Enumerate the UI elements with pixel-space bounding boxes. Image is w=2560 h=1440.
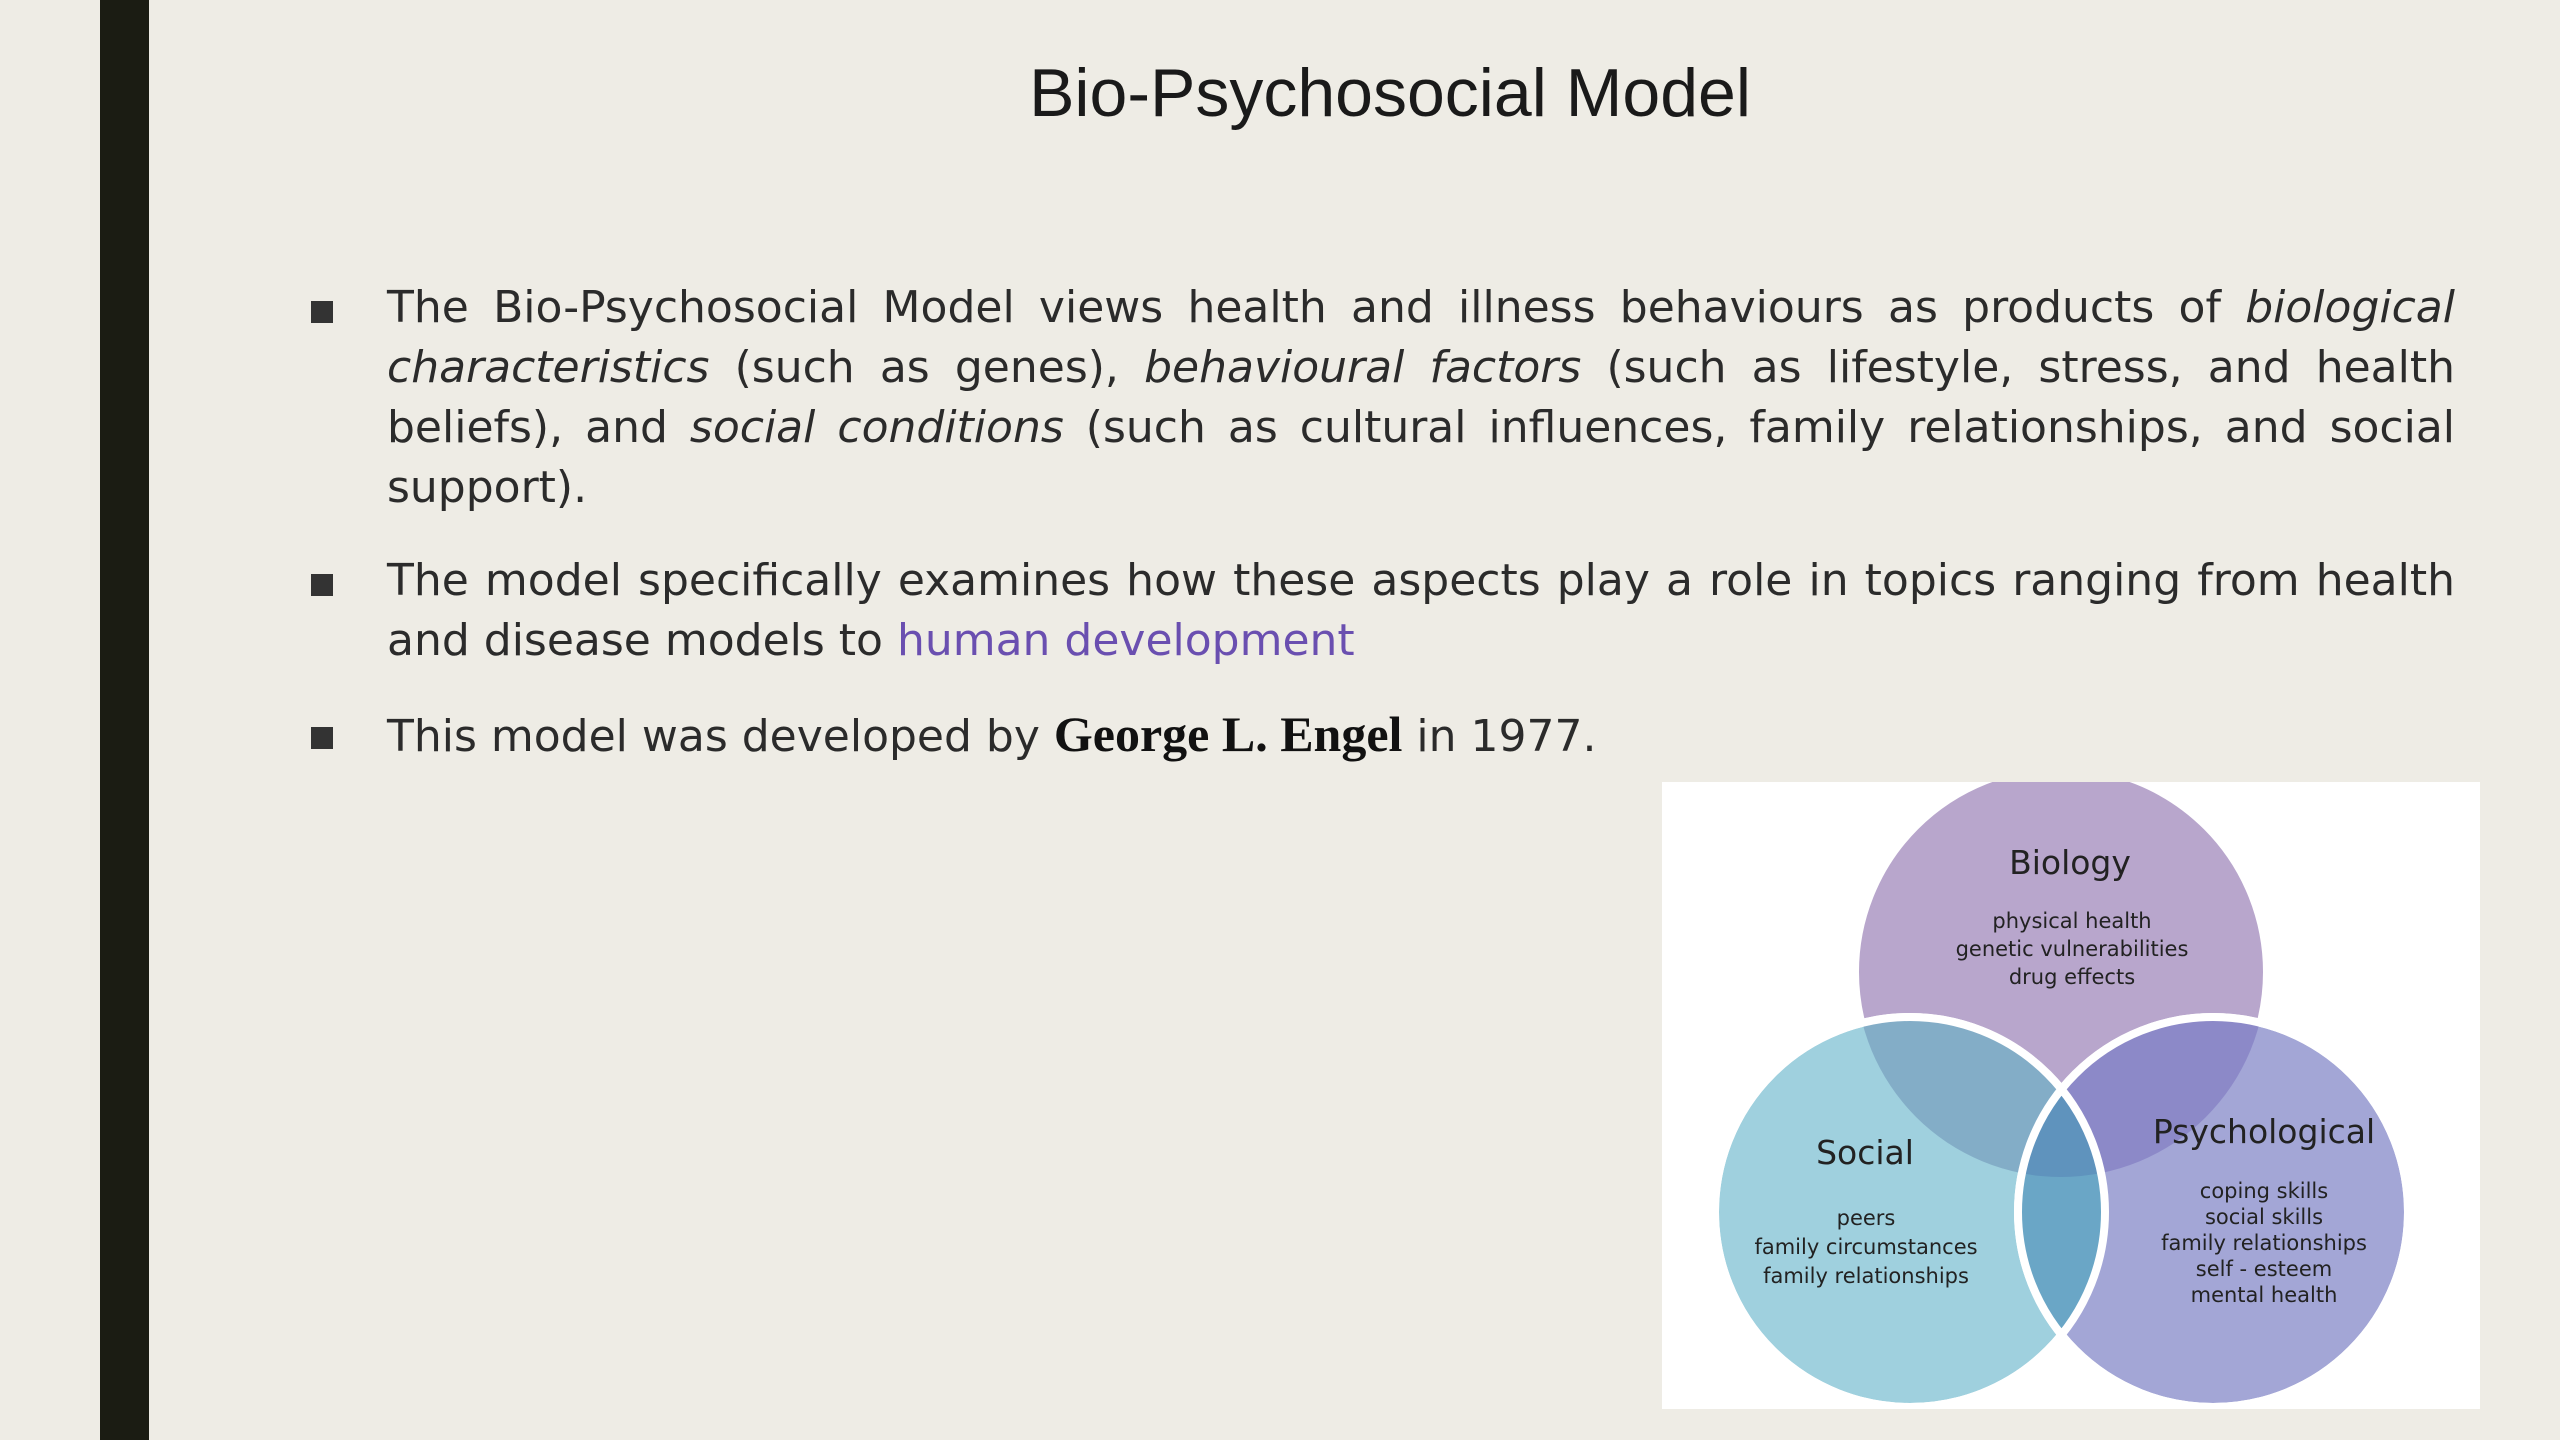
bullet-square-icon xyxy=(311,574,333,596)
bullet-text: in 1977. xyxy=(1402,711,1597,762)
biology-item: drug effects xyxy=(2008,965,2136,989)
bullet-text: (such as lifestyle, stress, and health beliefs), and xyxy=(387,342,2456,453)
biology-item: physical health xyxy=(1992,909,2152,933)
left-accent-bar xyxy=(100,0,149,1440)
bullet-text-italic: biological characteristics xyxy=(387,282,2455,393)
venn-diagram-image xyxy=(1662,782,2480,1409)
slide-title: Bio-Psychosocial Model xyxy=(1029,55,1751,131)
bullet-text-italic: behavioural factors xyxy=(1144,342,1582,393)
psychological-item: social skills xyxy=(2204,1205,2324,1229)
bullet-item-2 xyxy=(305,551,2455,671)
bullet-text: The model specifically examines how these aspects play a role in topics ranging from health and disease models to xyxy=(387,555,2455,666)
bullet-text: (such as cultural influences, family relationships, and social support). xyxy=(387,402,2456,513)
author-name: George L. Engel xyxy=(1053,706,1403,762)
human-development-link[interactable]: human development xyxy=(896,615,1355,666)
bullet-square-icon xyxy=(311,727,333,749)
psychological-title: Psychological xyxy=(2152,1112,2376,1151)
bullet-text: (such as genes), xyxy=(709,342,1145,393)
bullet-list xyxy=(305,278,2455,800)
bullet-item-3 xyxy=(305,704,2455,767)
psychological-item: coping skills xyxy=(2199,1179,2329,1203)
bullet-text: This model was developed by xyxy=(387,711,1054,762)
biology-item: genetic vulnerabilities xyxy=(1955,937,2189,961)
venn-diagram-svg xyxy=(1662,782,2480,1409)
social-title: Social xyxy=(1816,1133,1914,1172)
psychological-item: mental health xyxy=(2190,1283,2338,1307)
social-item: family circumstances xyxy=(1754,1235,1978,1259)
bullet-text-italic: social conditions xyxy=(689,402,1064,453)
social-item: family relationships xyxy=(1763,1264,1969,1288)
biology-title: Biology xyxy=(2009,843,2131,882)
psychological-item: self - esteem xyxy=(2195,1257,2333,1281)
social-item: peers xyxy=(1836,1206,1896,1230)
bullet-text: The Bio-Psychosocial Model views health and illness behaviours as products of xyxy=(387,282,2246,333)
bullet-item-1 xyxy=(305,278,2455,518)
bullet-square-icon xyxy=(311,301,333,323)
psychological-item: family relationships xyxy=(2161,1231,2367,1255)
